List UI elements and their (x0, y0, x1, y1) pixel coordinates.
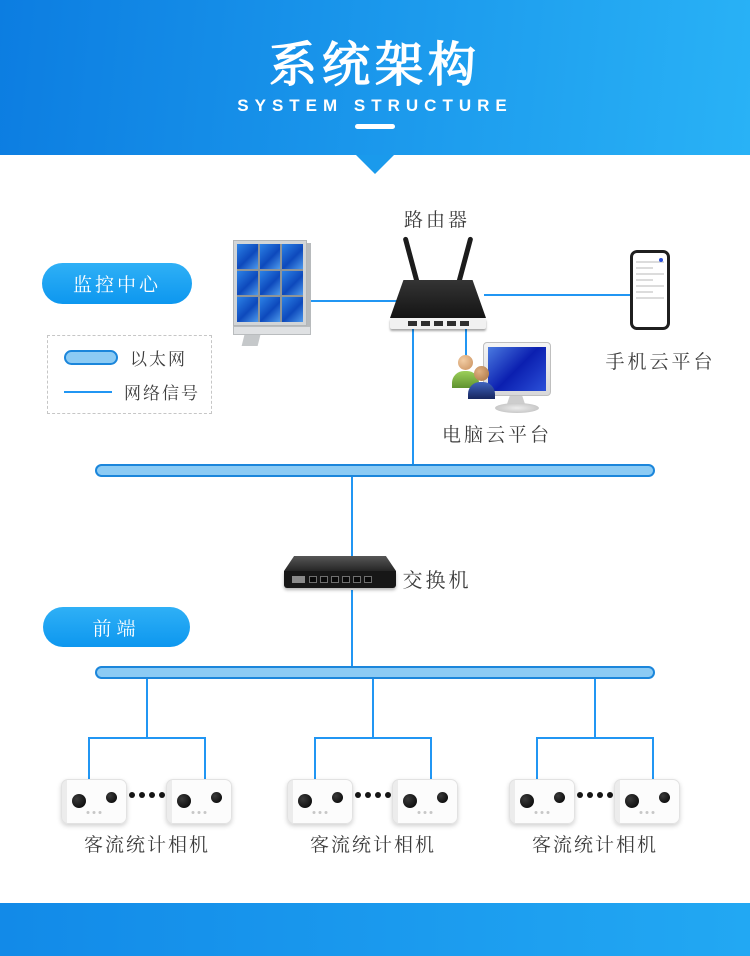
branch-line-left (536, 737, 538, 780)
branch-line-right (430, 737, 432, 780)
video-wall-icon (233, 240, 315, 346)
router-body (390, 280, 486, 318)
switch-label: 交换机 (402, 570, 472, 592)
line-router-to-bus (412, 318, 414, 465)
branch-line-left (88, 737, 90, 780)
camera-icon (61, 779, 127, 824)
group-branch-line (536, 737, 654, 739)
group-branch-line (314, 737, 432, 739)
camera-group-1 (57, 679, 237, 855)
ethernet-bus-bottom (95, 666, 655, 679)
switch-front-face (284, 571, 396, 588)
group-drop-line (372, 679, 374, 737)
phone-screen-dot (659, 258, 663, 262)
camera-group-2 (283, 679, 463, 855)
video-wall-grid (237, 244, 303, 322)
router-label: 路由器 (403, 210, 470, 231)
page-title: 系统架构 (268, 39, 481, 92)
ethernet-bar-symbol (64, 350, 118, 365)
legend-label-signal: 网络信号 (124, 384, 200, 403)
camera-icon (166, 779, 232, 824)
smartphone-icon (630, 250, 670, 330)
camera-icon (614, 779, 680, 824)
frontend-badge: 前端 (43, 607, 190, 647)
video-wall-stand (242, 335, 261, 346)
switch-icon (284, 556, 396, 592)
title-underline (355, 124, 395, 129)
line-switch-to-bus (351, 590, 353, 667)
camera-group-label: 客流统计相机 (309, 835, 436, 856)
group-drop-line (594, 679, 596, 737)
branch-line-right (652, 737, 654, 780)
switch-top-face (284, 556, 396, 571)
header-notch (356, 155, 394, 174)
camera-group-label: 客流统计相机 (83, 835, 210, 856)
branch-line-left (314, 737, 316, 780)
group-drop-line (146, 679, 148, 737)
legend-label-ethernet: 以太网 (130, 350, 187, 369)
line-router-to-phone (484, 294, 630, 296)
line-wall-to-router (309, 300, 398, 302)
legend-box (47, 335, 212, 414)
phone-platform-label: 手机云平台 (605, 352, 716, 373)
router-icon (390, 234, 486, 332)
branch-line-right (204, 737, 206, 780)
legend-row-signal (64, 379, 211, 404)
router-ports (390, 318, 486, 329)
camera-group-label: 客流统计相机 (531, 835, 658, 856)
video-wall-bezel (233, 326, 311, 335)
page-subtitle: SYSTEM STRUCTURE (237, 96, 513, 115)
line-bus-to-switch (351, 476, 353, 558)
pc-platform-label: 电脑云平台 (441, 425, 552, 446)
monitoring-center-badge: 监控中心 (42, 263, 192, 304)
camera-icon (287, 779, 353, 824)
switch-label-chip (292, 576, 305, 583)
group-branch-line (88, 737, 206, 739)
pc-base (495, 403, 539, 413)
ellipsis-dots (577, 792, 613, 798)
ellipsis-dots (129, 792, 165, 798)
footer-bar (0, 903, 750, 956)
camera-icon (509, 779, 575, 824)
pc-users-icon (450, 342, 560, 422)
signal-line-symbol (64, 391, 112, 393)
camera-group-3 (505, 679, 685, 855)
camera-icon (392, 779, 458, 824)
ellipsis-dots (355, 792, 391, 798)
video-wall-frame (233, 240, 307, 326)
legend-row-ethernet (64, 345, 211, 370)
ethernet-bus-top (95, 464, 655, 477)
user-figure-blue (468, 366, 495, 399)
header-banner (0, 0, 750, 155)
